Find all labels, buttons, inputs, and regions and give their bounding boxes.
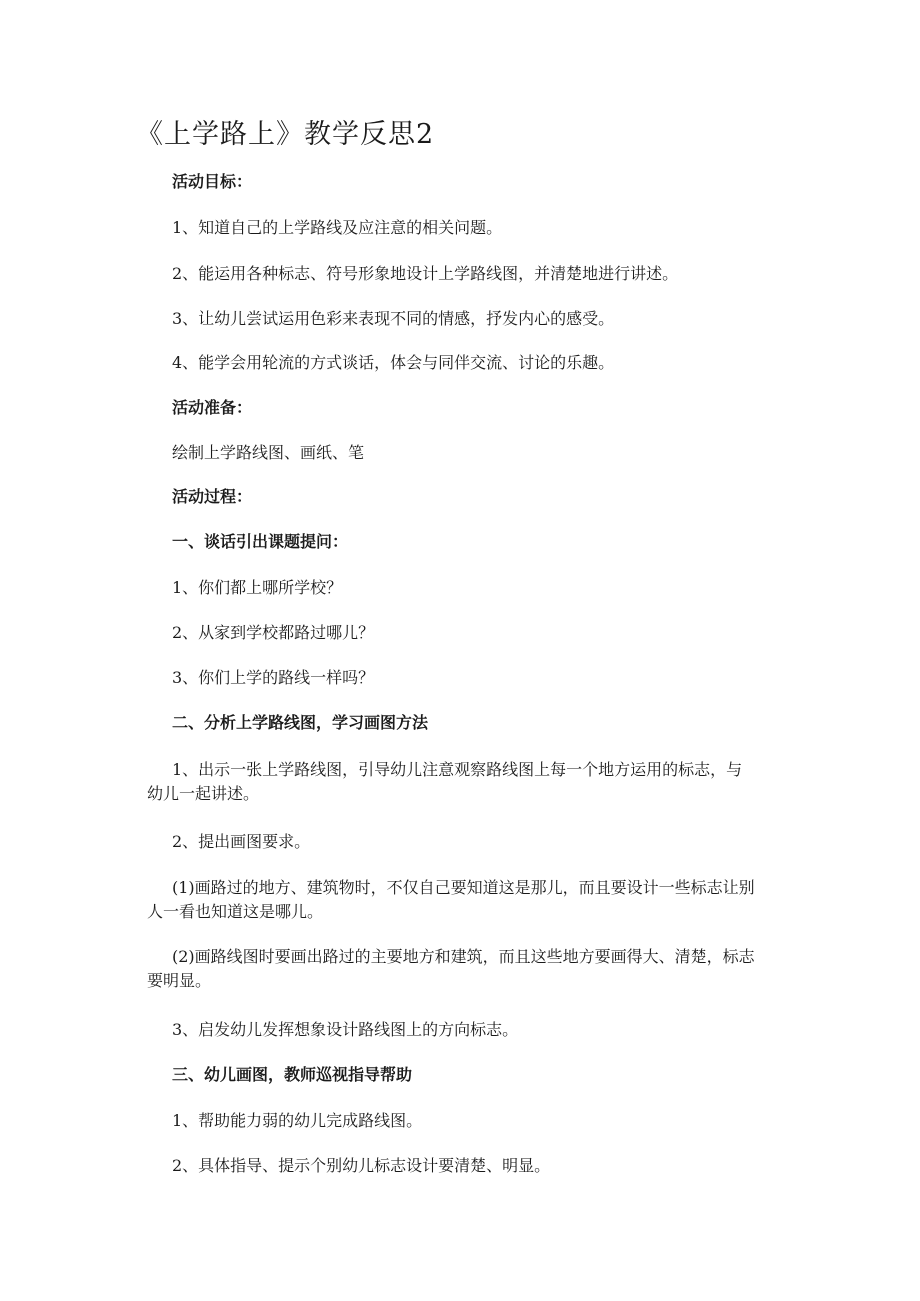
section2-item-1-line1: 1、出示一张上学路线图，引导幼儿注意观察路线图上每一个地方运用的标志，与 xyxy=(172,760,743,779)
section1-heading: 一、谈话引出课题提问： xyxy=(172,532,349,551)
section1-item: 3、你们上学的路线一样吗？ xyxy=(172,668,375,687)
section2-subitem-2 xyxy=(147,945,792,993)
section1-item: 2、从家到学校都路过哪儿？ xyxy=(172,623,375,642)
goal-item: 2、能运用各种标志、符号形象地设计上学路线图，并清楚地进行讲述。 xyxy=(172,264,679,283)
section2-item-3: 3、启发幼儿发挥想象设计路线图上的方向标志。 xyxy=(172,1020,519,1039)
prep-text: 绘制上学路线图、画纸、笔 xyxy=(172,443,365,462)
section1-item: 1、你们都上哪所学校？ xyxy=(172,578,343,597)
goal-item: 1、知道自己的上学路线及应注意的相关问题。 xyxy=(172,218,503,237)
section2-heading: 二、分析上学路线图，学习画图方法 xyxy=(172,713,429,732)
section2-item-1-line2: 幼儿一起讲述。 xyxy=(147,784,260,803)
section2-item-1 xyxy=(147,758,792,806)
section2-subitem-1-line1: (1)画路过的地方、建筑物时，不仅自己要知道这是那儿，而且要设计一些标志让别 xyxy=(172,878,755,897)
section2-subitem-2-line2: 要明显。 xyxy=(147,971,212,990)
goals-heading: 活动目标： xyxy=(172,172,253,191)
section2-item-2: 2、提出画图要求。 xyxy=(172,832,311,851)
document-title: 《上学路上》教学反思2 xyxy=(136,119,435,150)
prep-heading: 活动准备： xyxy=(172,398,253,417)
goal-item: 4、能学会用轮流的方式谈话，体会与同伴交流、讨论的乐趣。 xyxy=(172,353,615,372)
section2-subitem-1-line2: 人一看也知道这是哪儿。 xyxy=(147,902,324,921)
process-heading: 活动过程： xyxy=(172,487,253,506)
section2-subitem-2-line1: (2)画路线图时要画出路过的主要地方和建筑，而且这些地方要画得大、清楚，标志 xyxy=(172,947,755,966)
section3-item: 2、具体指导、提示个别幼儿标志设计要清楚、明显。 xyxy=(172,1156,551,1175)
section3-heading: 三、幼儿画图，教师巡视指导帮助 xyxy=(172,1065,413,1084)
section3-item: 1、帮助能力弱的幼儿完成路线图。 xyxy=(172,1111,423,1130)
section2-subitem-1 xyxy=(147,876,792,924)
goal-item: 3、让幼儿尝试运用色彩来表现不同的情感，抒发内心的感受。 xyxy=(172,309,615,328)
